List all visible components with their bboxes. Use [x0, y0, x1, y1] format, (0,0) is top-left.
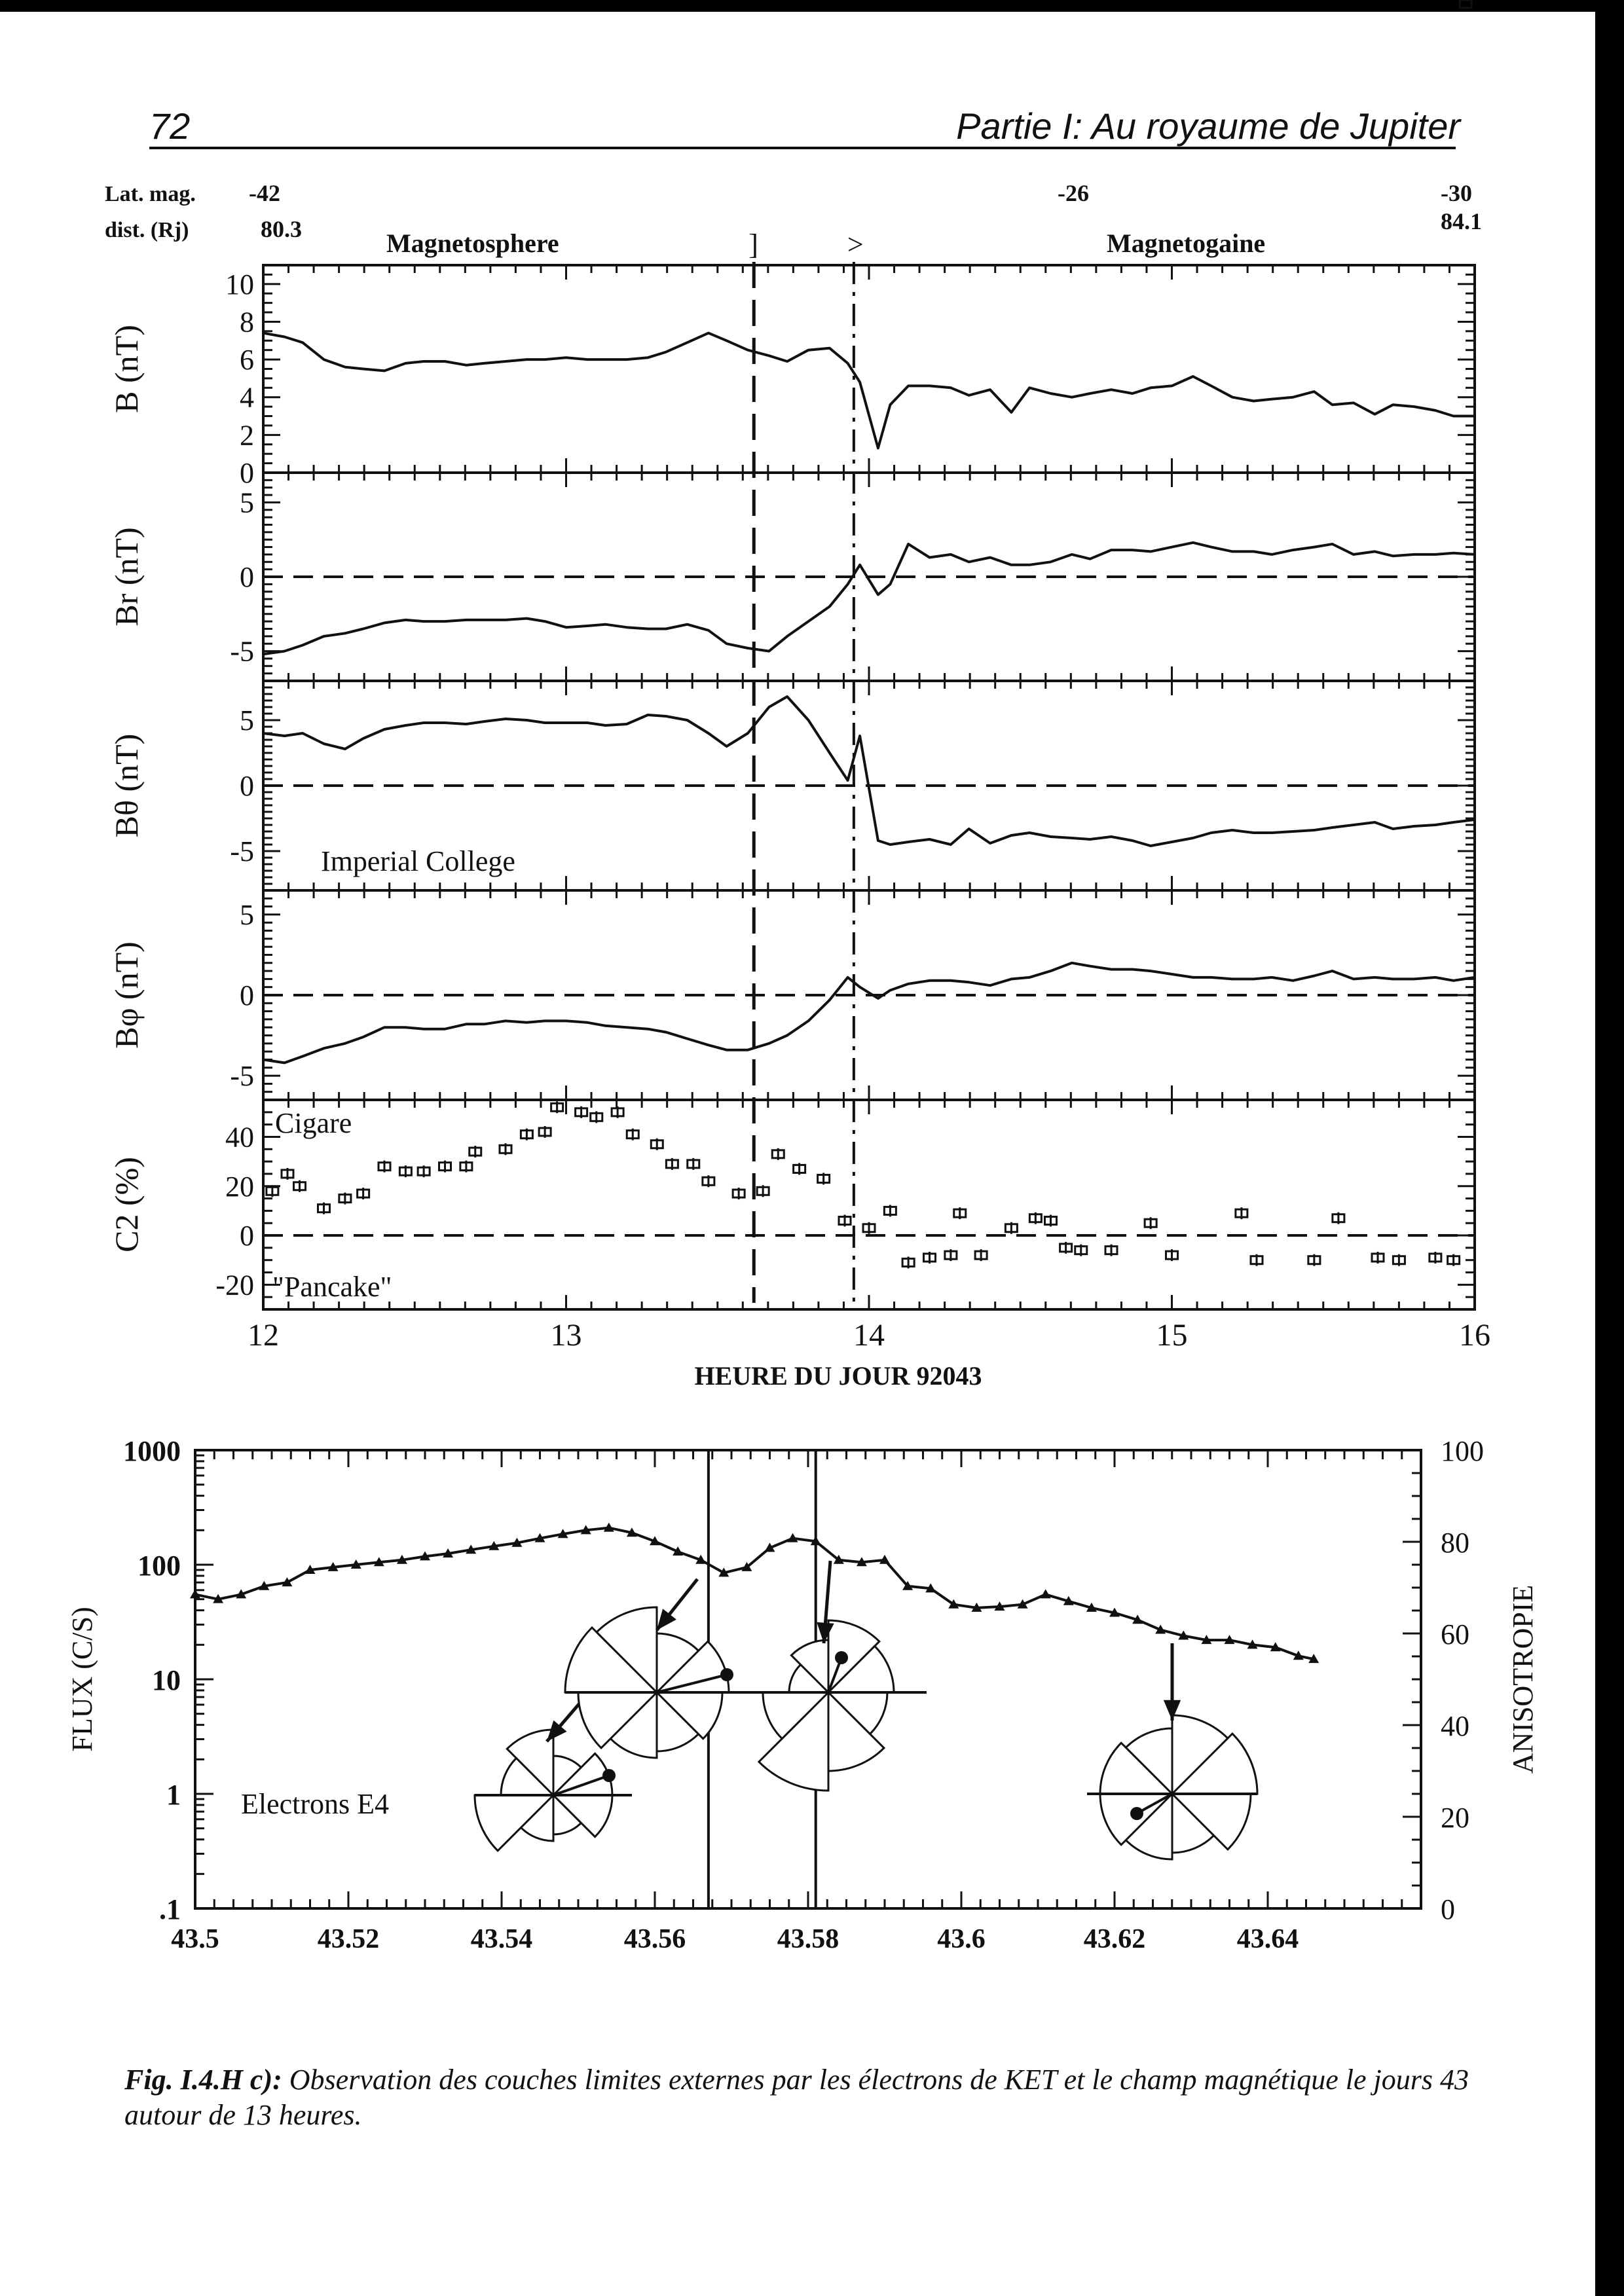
x-tick-label: 43.5	[171, 1924, 219, 1954]
x-tick-label: 43.58	[777, 1924, 840, 1954]
x-tick-label: 43.6	[937, 1924, 986, 1954]
flux-tick-label: 1000	[123, 1435, 181, 1467]
y-tick-label: 0	[240, 979, 254, 1011]
x-tick-label: 13	[550, 1318, 582, 1353]
lat-value-start: -42	[249, 180, 280, 206]
x-tick-label: 43.62	[1083, 1924, 1146, 1954]
rose-vector-tip	[835, 1651, 848, 1664]
x-tick-label: 43.52	[317, 1924, 380, 1954]
y-tick-label: -5	[230, 1060, 254, 1093]
x-tick-label: 16	[1459, 1318, 1490, 1353]
y-tick-label: 5	[240, 486, 254, 519]
figure-caption	[124, 2062, 1473, 2133]
anisotropy-tick-label: 60	[1441, 1618, 1469, 1650]
y-axis-label: C2 (%)	[108, 1157, 145, 1252]
y-tick-label: 40	[225, 1121, 254, 1154]
page-number: 72	[149, 105, 191, 147]
y-tick-label: 0	[240, 1220, 254, 1252]
x-tick-label: 43.56	[623, 1924, 686, 1954]
rose-vector-tip	[602, 1769, 616, 1782]
y-tick-label: 0	[240, 457, 254, 489]
running-title: Partie I: Au royaume de Jupiter	[956, 105, 1460, 147]
x-tick-label: 12	[248, 1318, 279, 1353]
anisotropy-tick-label: 80	[1441, 1527, 1469, 1559]
anisotropy-tick-label: 40	[1441, 1710, 1469, 1742]
imperial-college-label: Imperial College	[321, 845, 515, 877]
y-tick-label: -5	[230, 635, 254, 668]
y-tick-label: 2	[240, 419, 254, 452]
y-axis-label: Br (nT)	[108, 527, 145, 627]
y-axis-label: B (nT)	[108, 325, 145, 413]
lat-value-mid: -26	[1058, 180, 1089, 206]
anisotropy-tick-label: 100	[1441, 1435, 1484, 1467]
y-tick-label: 8	[240, 306, 254, 338]
y-tick-label: -20	[215, 1269, 254, 1302]
caption-text: Observation des couches limites externes par les électrons de KET et le champ magnétique le jours 43 autour de 13 heures.	[124, 2064, 1469, 2131]
pitch-angle-rose-4	[1087, 1643, 1257, 1859]
caption-label: Fig. I.4.H c):	[124, 2064, 282, 2096]
lat-value-end: -30	[1441, 180, 1472, 206]
region-right-label: Magnetogaine	[1107, 228, 1266, 258]
flux-tick-label: 1	[166, 1779, 181, 1811]
pitch-angle-rose-3	[730, 1561, 927, 1791]
x-axis-label: HEURE DU JOUR 92043	[694, 1361, 982, 1391]
flux-tick-label: 100	[138, 1550, 181, 1582]
boundary-bracket-marker: ]	[748, 228, 758, 261]
rose-sectors	[565, 1607, 729, 1758]
y-tick-label: 5	[240, 704, 254, 737]
region-left-label: Magnetosphere	[386, 228, 559, 258]
rose-sectors	[1100, 1715, 1257, 1859]
y-tick-label: -5	[230, 835, 254, 867]
flux-axis-label: FLUX (C/S)	[66, 1607, 98, 1752]
anisotropy-tick-label: 20	[1441, 1802, 1469, 1834]
electrons-e4-label: Electrons E4	[241, 1788, 390, 1820]
y-tick-label: 4	[240, 381, 254, 414]
dist-value-start: 80.3	[261, 216, 302, 242]
rose-sectors	[759, 1620, 894, 1791]
x-tick-label: 14	[853, 1318, 885, 1353]
y-tick-label: 0	[240, 561, 254, 593]
flux-tick-label: .1	[159, 1893, 181, 1925]
flux-tick-label: 10	[152, 1664, 181, 1696]
y-axis-label: Bφ (nT)	[108, 941, 145, 1049]
x-tick-label: 43.64	[1236, 1924, 1299, 1954]
anisotropy-axis-label: ANISOTROPIE	[1507, 1584, 1539, 1774]
lat-mag-label: Lat. mag.	[105, 182, 196, 206]
dist-value-end: 84.1	[1441, 208, 1482, 234]
anisotropy-tick-label: 0	[1441, 1893, 1455, 1925]
y-tick-label: 0	[240, 770, 254, 802]
boundary-arrow-marker: >	[847, 228, 864, 261]
pitch-angle-rose-2	[565, 1579, 748, 1758]
rose-vector-tip	[720, 1668, 733, 1681]
dist-label: dist. (Rj)	[105, 218, 189, 242]
y-tick-label: 5	[240, 898, 254, 931]
pancake-label: "Pancake"	[272, 1271, 392, 1303]
rose-sectors	[475, 1730, 612, 1851]
cigare-label: Cigare	[275, 1107, 352, 1139]
y-tick-label: 10	[225, 268, 254, 301]
x-tick-label: 43.54	[470, 1924, 533, 1954]
y-tick-label: 20	[225, 1170, 254, 1203]
y-tick-label: 6	[240, 344, 254, 376]
y-axis-label: Bθ (nT)	[108, 733, 145, 838]
x-tick-label: 15	[1156, 1318, 1188, 1353]
flux-point	[1041, 1589, 1051, 1598]
rose-vector-tip	[1130, 1807, 1143, 1820]
field-direction-arrowhead	[657, 1609, 676, 1630]
flux-series-line	[195, 1528, 1314, 1660]
